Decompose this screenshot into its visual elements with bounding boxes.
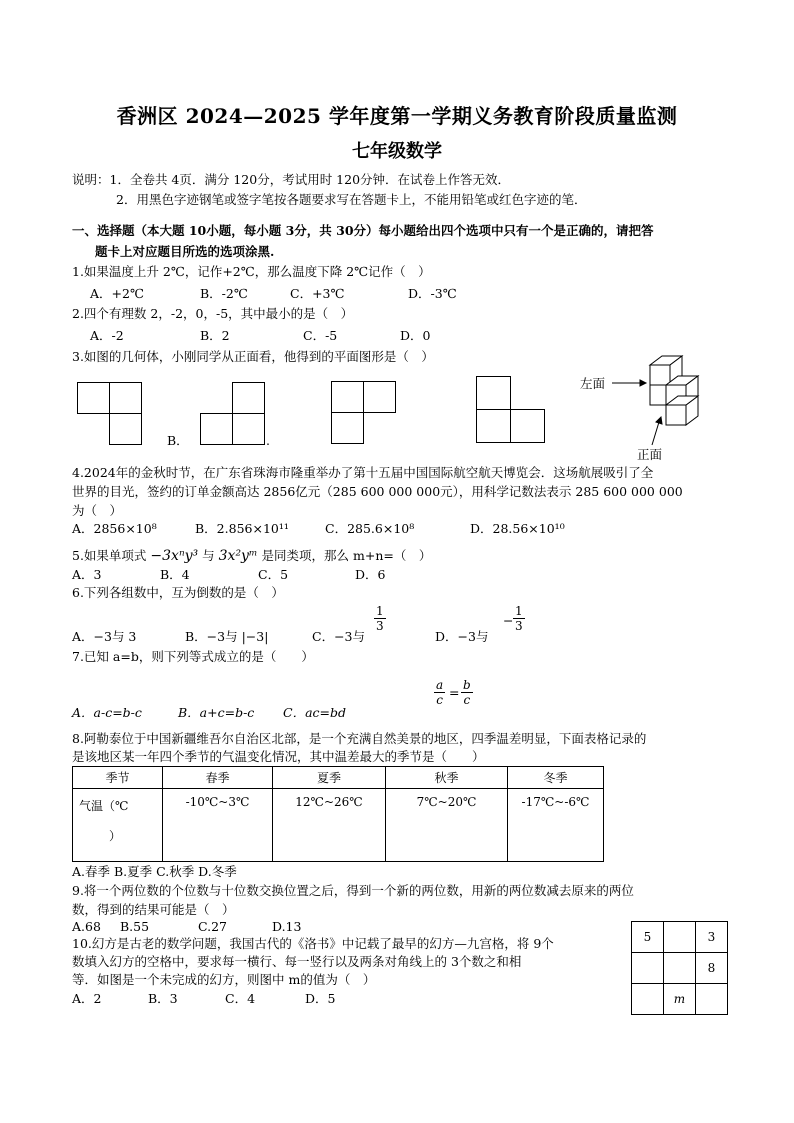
q4-line-3: 为（ ）	[72, 503, 123, 518]
q6-option-b: B．−3与 |−3|	[185, 629, 269, 644]
q6-option-d-fraction: $\frac{1}{3}$	[515, 604, 523, 633]
q1-option-c: C．+3℃	[290, 286, 345, 301]
q9-option-b: B.55	[120, 919, 150, 934]
q4-option-d: D．28.56×10¹⁰	[470, 521, 565, 536]
q7-option-d-left-fraction: $\frac{a}{c}$	[436, 678, 444, 707]
q10-line-2: 数填入幻方的空格中，要求每一横行、每一竖行以及两条对角线上的 3个数之和相	[72, 954, 522, 969]
q2-option-b: B．2	[200, 328, 230, 343]
magic-square-cell-m: m	[664, 984, 696, 1015]
section-heading-cont: 题卡上对应题目所选的选项涂黑.	[95, 244, 275, 259]
table-cell: -17℃~-6℃	[508, 789, 604, 862]
q6-stem: 6.下列各组数中，互为倒数的是（ ）	[72, 585, 284, 600]
q5-stem	[72, 547, 431, 565]
q2-stem: 2.四个有理数 2，-2，0，-5，其中最小的是（ ）	[72, 306, 354, 321]
table-header: 夏季	[273, 767, 386, 789]
q6-option-d: D．−3与	[435, 629, 489, 644]
magic-square-cell: 8	[696, 953, 728, 984]
table-row-label: 气温（℃ ）	[73, 789, 163, 862]
q5-with: 与	[202, 548, 215, 563]
q10-line-3: 等．如图是一个未完成的幻方，则图中 m的值为（ ）	[72, 972, 376, 987]
q6-option-c-fraction: $\frac{1}{3}$	[376, 604, 384, 633]
front-view-label: 正面	[637, 447, 663, 462]
magic-square-cell	[632, 953, 664, 984]
q10-line-1: 10.幻方是古老的数学问题，我国古代的《洛书》中记载了最早的幻方—九宫格，将 9个	[72, 936, 554, 951]
q6-option-d-minus: −	[503, 613, 514, 628]
q2-option-d: D．0	[400, 328, 431, 343]
q9-option-d: D.13	[272, 919, 302, 934]
q5-stem-post: 是同类项，那么 m+n=（ ）	[261, 548, 432, 563]
magic-square-grid	[631, 921, 728, 1015]
q1-option-d: D．-3℃	[408, 286, 457, 301]
magic-square-cell	[664, 953, 696, 984]
q8-options: A.春季 B.夏季 C.秋季 D.冬季	[72, 864, 237, 879]
q1-stem: 1.如果温度上升 2℃，记作+2℃，那么温度下降 2℃记作（ ）	[72, 264, 431, 279]
q9-option-c: C.27	[198, 919, 227, 934]
table-header: 季节	[73, 767, 163, 789]
q3-stem: 3.如图的几何体，小刚同学从正面看，他得到的平面图形是（ ）	[72, 349, 434, 364]
section-heading: 一、选择题（本大题 10小题，每小题 3分，共 30分）每小题给出四个选项中只有一个是正确的，请把答	[72, 223, 654, 238]
q10-option-d: D．5	[305, 991, 336, 1006]
q2-option-c: C．-5	[303, 328, 338, 343]
q5-option-c: C．5	[258, 567, 289, 582]
table-cell: 12℃~26℃	[273, 789, 386, 862]
instruction-line-2: 2．用黑色字迹钢笔或签字笔按各题要求写在答题卡上，不能用铅笔或红色字迹的笔．	[116, 192, 587, 207]
q5-option-a: A．3	[72, 567, 102, 582]
q5-option-d: D．6	[355, 567, 386, 582]
q4-line-1: 4.2024年的金秋时节，在广东省珠海市隆重举办了第十五届中国国际航空航天博览会．这场航展吸引了全	[72, 465, 654, 480]
exam-subject: 七年级数学	[352, 141, 442, 162]
q4-option-a: A．2856×10⁸	[72, 521, 157, 536]
q9-line-2: 数，得到的结果可能是（ ）	[72, 902, 235, 917]
left-view-label: 左面	[580, 376, 606, 391]
magic-square-cell: 5	[632, 922, 664, 953]
q8-line-2: 是该地区某一年四个季节的气温变化情况，其中温差最大的季节是（ ）	[72, 749, 485, 764]
table-header: 冬季	[508, 767, 604, 789]
instruction-line-1: 说明：1．全卷共 4页．满分 120分，考试用时 120分钟．在试卷上作答无效．	[72, 172, 511, 187]
q7-stem: 7.已知 a=b，则下列等式成立的是（ ）	[72, 649, 314, 664]
q4-line-2: 世界的目光，签约的订单金额高达 2856亿元（285 600 000 000元），用科学记数法表示 285 600 000 000	[72, 484, 683, 499]
magic-square-cell	[696, 984, 728, 1015]
exam-title: 香洲区 2024—2025 学年度第一学期义务教育阶段质量监测	[116, 104, 678, 128]
q2-option-a: A．-2	[90, 328, 124, 343]
q7-option-b: B．a+c=b-c	[178, 705, 255, 720]
q5-term-1: −3xⁿy³	[150, 548, 199, 564]
q10-option-b: B．3	[148, 991, 178, 1006]
q7-option-a: A．a-c=b-c	[72, 705, 142, 720]
q10-option-a: A．2	[72, 991, 102, 1006]
geometric-solid-figure	[610, 352, 720, 452]
q10-option-c: C．4	[225, 991, 256, 1006]
q1-option-b: B．-2℃	[200, 286, 248, 301]
q9-line-1: 9.将一个两位数的个位数与十位数交换位置之后，得到一个新的两位数，用新的两位数减去原来的两位	[72, 883, 634, 898]
q8-line-1: 8.阿勒泰位于中国新疆维吾尔自治区北部，是一个充满自然美景的地区，四季温差明显，下面表格记录的	[72, 731, 647, 746]
table-header: 秋季	[386, 767, 508, 789]
q7-option-d-equals: =	[449, 685, 460, 700]
q4-option-c: C．285.6×10⁸	[325, 521, 415, 536]
magic-square-cell	[664, 922, 696, 953]
q7-option-d-right-fraction: $\frac{b}{c}$	[463, 678, 471, 707]
q4-option-b: B．2.856×10¹¹	[195, 521, 289, 536]
q5-option-b: B．4	[160, 567, 190, 582]
q3-option-b-label: B．	[167, 433, 189, 448]
table-cell: -10℃~3℃	[163, 789, 273, 862]
q5-term-2: 3x²yᵐ	[218, 548, 258, 564]
magic-square-cell	[632, 984, 664, 1015]
q6-option-c: C．−3与	[312, 629, 365, 644]
magic-square-cell: 3	[696, 922, 728, 953]
q1-option-a: A．+2℃	[90, 286, 144, 301]
q6-option-a: A．−3与 3	[72, 629, 137, 644]
q9-option-a: A.68	[72, 919, 101, 934]
table-header: 春季	[163, 767, 273, 789]
q7-option-c: C．ac=bd	[283, 705, 346, 720]
season-temperature-table	[72, 766, 604, 862]
q5-stem-pre: 5.如果单项式	[72, 548, 147, 563]
table-cell: 7℃~20℃	[386, 789, 508, 862]
